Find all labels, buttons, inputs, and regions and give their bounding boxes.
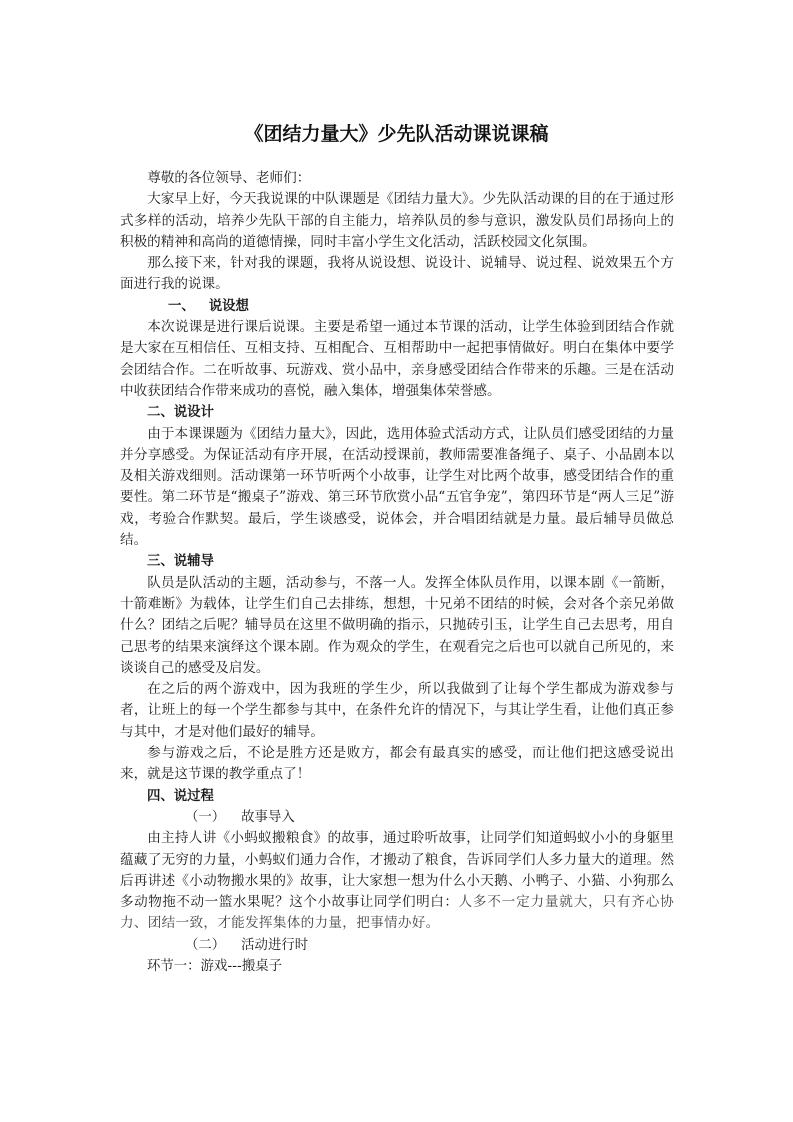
intro-paragraph-2: 那么接下来，针对我的课题，我将从说设想、说设计、说辅导、说过程、说效果五个方面进行我的说课。 [120,255,674,293]
subsection-1-text-conclusion: 人多不一定力量就大，只有齐心协力、团结一致，才能发挥集体的力量，把事情办好。 [120,894,675,932]
subsection-2-title: 活动进行时 [241,937,309,953]
subsection-1-title: 故事导入 [241,809,295,825]
section-3-paragraph-1: 队员是队活动的主题，活动参与，不落一人。发挥全体队员作用，以课本剧《一箭断，十箭难断》为载体，让学生们自己去排练，想想，十兄弟不团结的时候，会对各个亲兄弟做什么？团结之后呢？辅导员在这里不做明确的指示，只抛砖引玉，让学生自己去思考，用自己思考的结果来演绎这个课本剧。作为观众的学生，在观看完之后也可以就自己所见的，来谈谈自己的感受及启发。 [120,574,674,676]
step-1-heading: 环节一：游戏---搬桌子 [147,958,283,974]
section-3-paragraph-3: 参与游戏之后，不论是胜方还是败方，都会有最真实的感受，而让他们把这感受说出来，就是这节课的教学重点了！ [120,745,674,783]
section-2-heading: 二、说设计 [147,405,214,421]
section-2-paragraph: 由于本课课题为《团结力量大》，因此，选用体验式活动方式，让队员们感受团结的力量并分享感受。为保证活动有序开展，在活动授课前，教师需要准备绳子、桌子、小品剧本以及相关游戏细则。活动课第一环节听两个小故事，让学生对比两个故事，感受团结合作的重要性。第二环节是“搬桌子”游戏、第三环节欣赏小品“五官争宠”，第四环节是“两人三足”游戏，考验合作默契。最后，学生谈感受，说体会，并合唱团结就是力量。最后辅导员做总结。 [120,425,674,549]
intro-paragraph-1: 大家早上好，今天我说课的中队课题是《团结力量大》。少先队活动课的目的在于通过形式多样的活动，培养少先队干部的自主能力，培养队员的参与意识，激发队员们昂扬向上的积极的精神和高尚的道德情操，同时丰富小学生文化活动，活跃校园文化氛围。 [120,191,674,250]
subsection-1-paragraph [120,828,674,934]
section-1-heading [120,296,674,317]
section-4-heading: 四、说过程 [147,788,214,804]
section-1-paragraph: 本次说课是进行课后说课。主要是希望一通过本节课的活动，让学生体验到团结合作就是大家在互相信任、互相支持、互相配合、互相帮助中一起把事情做好。明白在集体中要学会团结合作。二在听故事、玩游戏、赏小品中，亲身感受团结合作带来的乐趣。三是在活动中收获团结合作带来成功的喜悦，融入集体，增强集体荣誉感。 [120,319,674,399]
subsection-2-number: （二） [185,937,226,953]
section-3-heading: 三、说辅导 [147,554,214,570]
section-1-title: 说设想 [208,298,249,314]
greeting: 尊敬的各位领导、老师们： [147,170,311,186]
page-title: 《团结力量大》少先队活动课说课稿 [244,123,549,145]
section-3-paragraph-2: 在之后的两个游戏中，因为我班的学生少，所以我做到了让每个学生都成为游戏参与者，让班上的每一个学生都参与其中，在条件允许的情况下，与其让学生看，让他们真正参与其中，才是对他们最好的辅导。 [120,681,674,740]
subsection-1-heading [120,807,674,828]
section-1-number: 一、 [168,298,195,314]
document-body [120,168,674,977]
subsection-1-number: （一） [185,809,226,825]
subsection-1-text-main: 由主持人讲《小蚂蚁搬粮食》的故事，通过聆听故事，让同学们知道蚂蚁小小的身躯里蕴藏了无穷的力量，小蚂蚁们通力合作，才搬动了粮食，告诉同学们人多力量大的道理。然后再讲述《小动物搬水果的》故事，让大家想一想为什么小天鹅、小鸭子、小猫、小狗那么多动物拖不动一篮水果呢？这个小故事让同学们明白： [120,830,674,911]
subsection-2-heading [120,935,674,956]
